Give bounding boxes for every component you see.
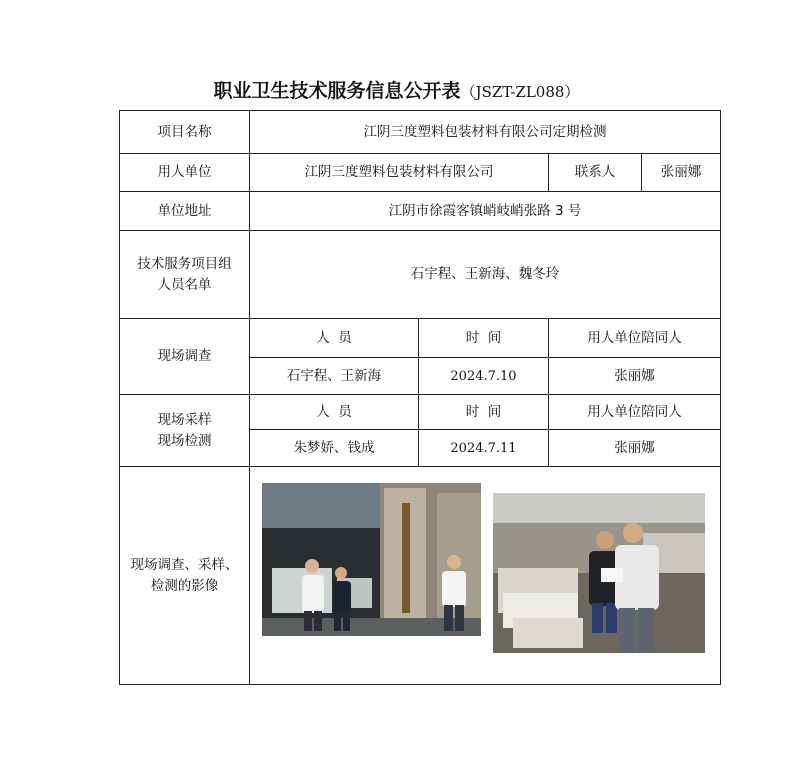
title-code: （JSZT-ZL088）	[460, 83, 580, 101]
address-label: 单位地址	[120, 192, 250, 231]
page-title	[0, 76, 793, 103]
sampling-time: 2024.7.11	[419, 430, 549, 467]
project-name-value: 江阴三度塑料包装材料有限公司定期检测	[250, 111, 721, 154]
address-value: 江阴市徐霞客镇峭岐峭张路 3 号	[250, 192, 721, 231]
info-table	[119, 110, 721, 685]
row-team	[120, 231, 721, 319]
row-survey-header	[120, 319, 721, 358]
survey-time: 2024.7.10	[419, 358, 549, 395]
images-label-line1: 现场调查、采样、	[130, 556, 239, 573]
sampling-header-personnel: 人 员	[250, 395, 419, 430]
survey-label: 现场调查	[120, 319, 250, 395]
sampling-label-line2: 现场检测	[157, 432, 212, 449]
row-images	[120, 467, 721, 685]
row-project-name	[120, 111, 721, 154]
site-photo-warehouse	[493, 493, 705, 653]
employer-label: 用人单位	[120, 154, 250, 192]
survey-header-time: 时 间	[419, 319, 549, 358]
images-cell	[250, 467, 721, 685]
survey-personnel: 石宇程、王新海	[250, 358, 419, 395]
sampling-header-escort: 用人单位陪同人	[549, 395, 721, 430]
row-employer	[120, 154, 721, 192]
sampling-personnel: 朱梦娇、钱成	[250, 430, 419, 467]
sampling-escort: 张丽娜	[549, 430, 721, 467]
project-name-label: 项目名称	[120, 111, 250, 154]
team-label-line2: 人员名单	[157, 276, 212, 293]
sampling-header-time: 时 间	[419, 395, 549, 430]
contact-label: 联系人	[549, 154, 642, 192]
team-value: 石宇程、王新海、魏冬玲	[250, 231, 721, 319]
team-label	[120, 231, 250, 319]
site-photo-gate-image	[262, 483, 481, 636]
title-main: 职业卫生技术服务信息公开表	[213, 80, 461, 102]
row-sampling-header	[120, 395, 721, 430]
images-label-line2: 检测的影像	[150, 577, 219, 594]
row-address	[120, 192, 721, 231]
sampling-label	[120, 395, 250, 467]
photos-area	[250, 468, 720, 684]
site-photo-gate	[262, 483, 481, 636]
contact-value: 张丽娜	[642, 154, 721, 192]
survey-header-personnel: 人 员	[250, 319, 419, 358]
survey-escort: 张丽娜	[549, 358, 721, 395]
survey-header-escort: 用人单位陪同人	[549, 319, 721, 358]
site-photo-warehouse-image	[493, 493, 705, 653]
employer-value: 江阴三度塑料包装材料有限公司	[250, 154, 549, 192]
team-label-line1: 技术服务项目组	[137, 255, 232, 272]
images-label	[120, 467, 250, 685]
sampling-label-line1: 现场采样	[157, 411, 212, 428]
